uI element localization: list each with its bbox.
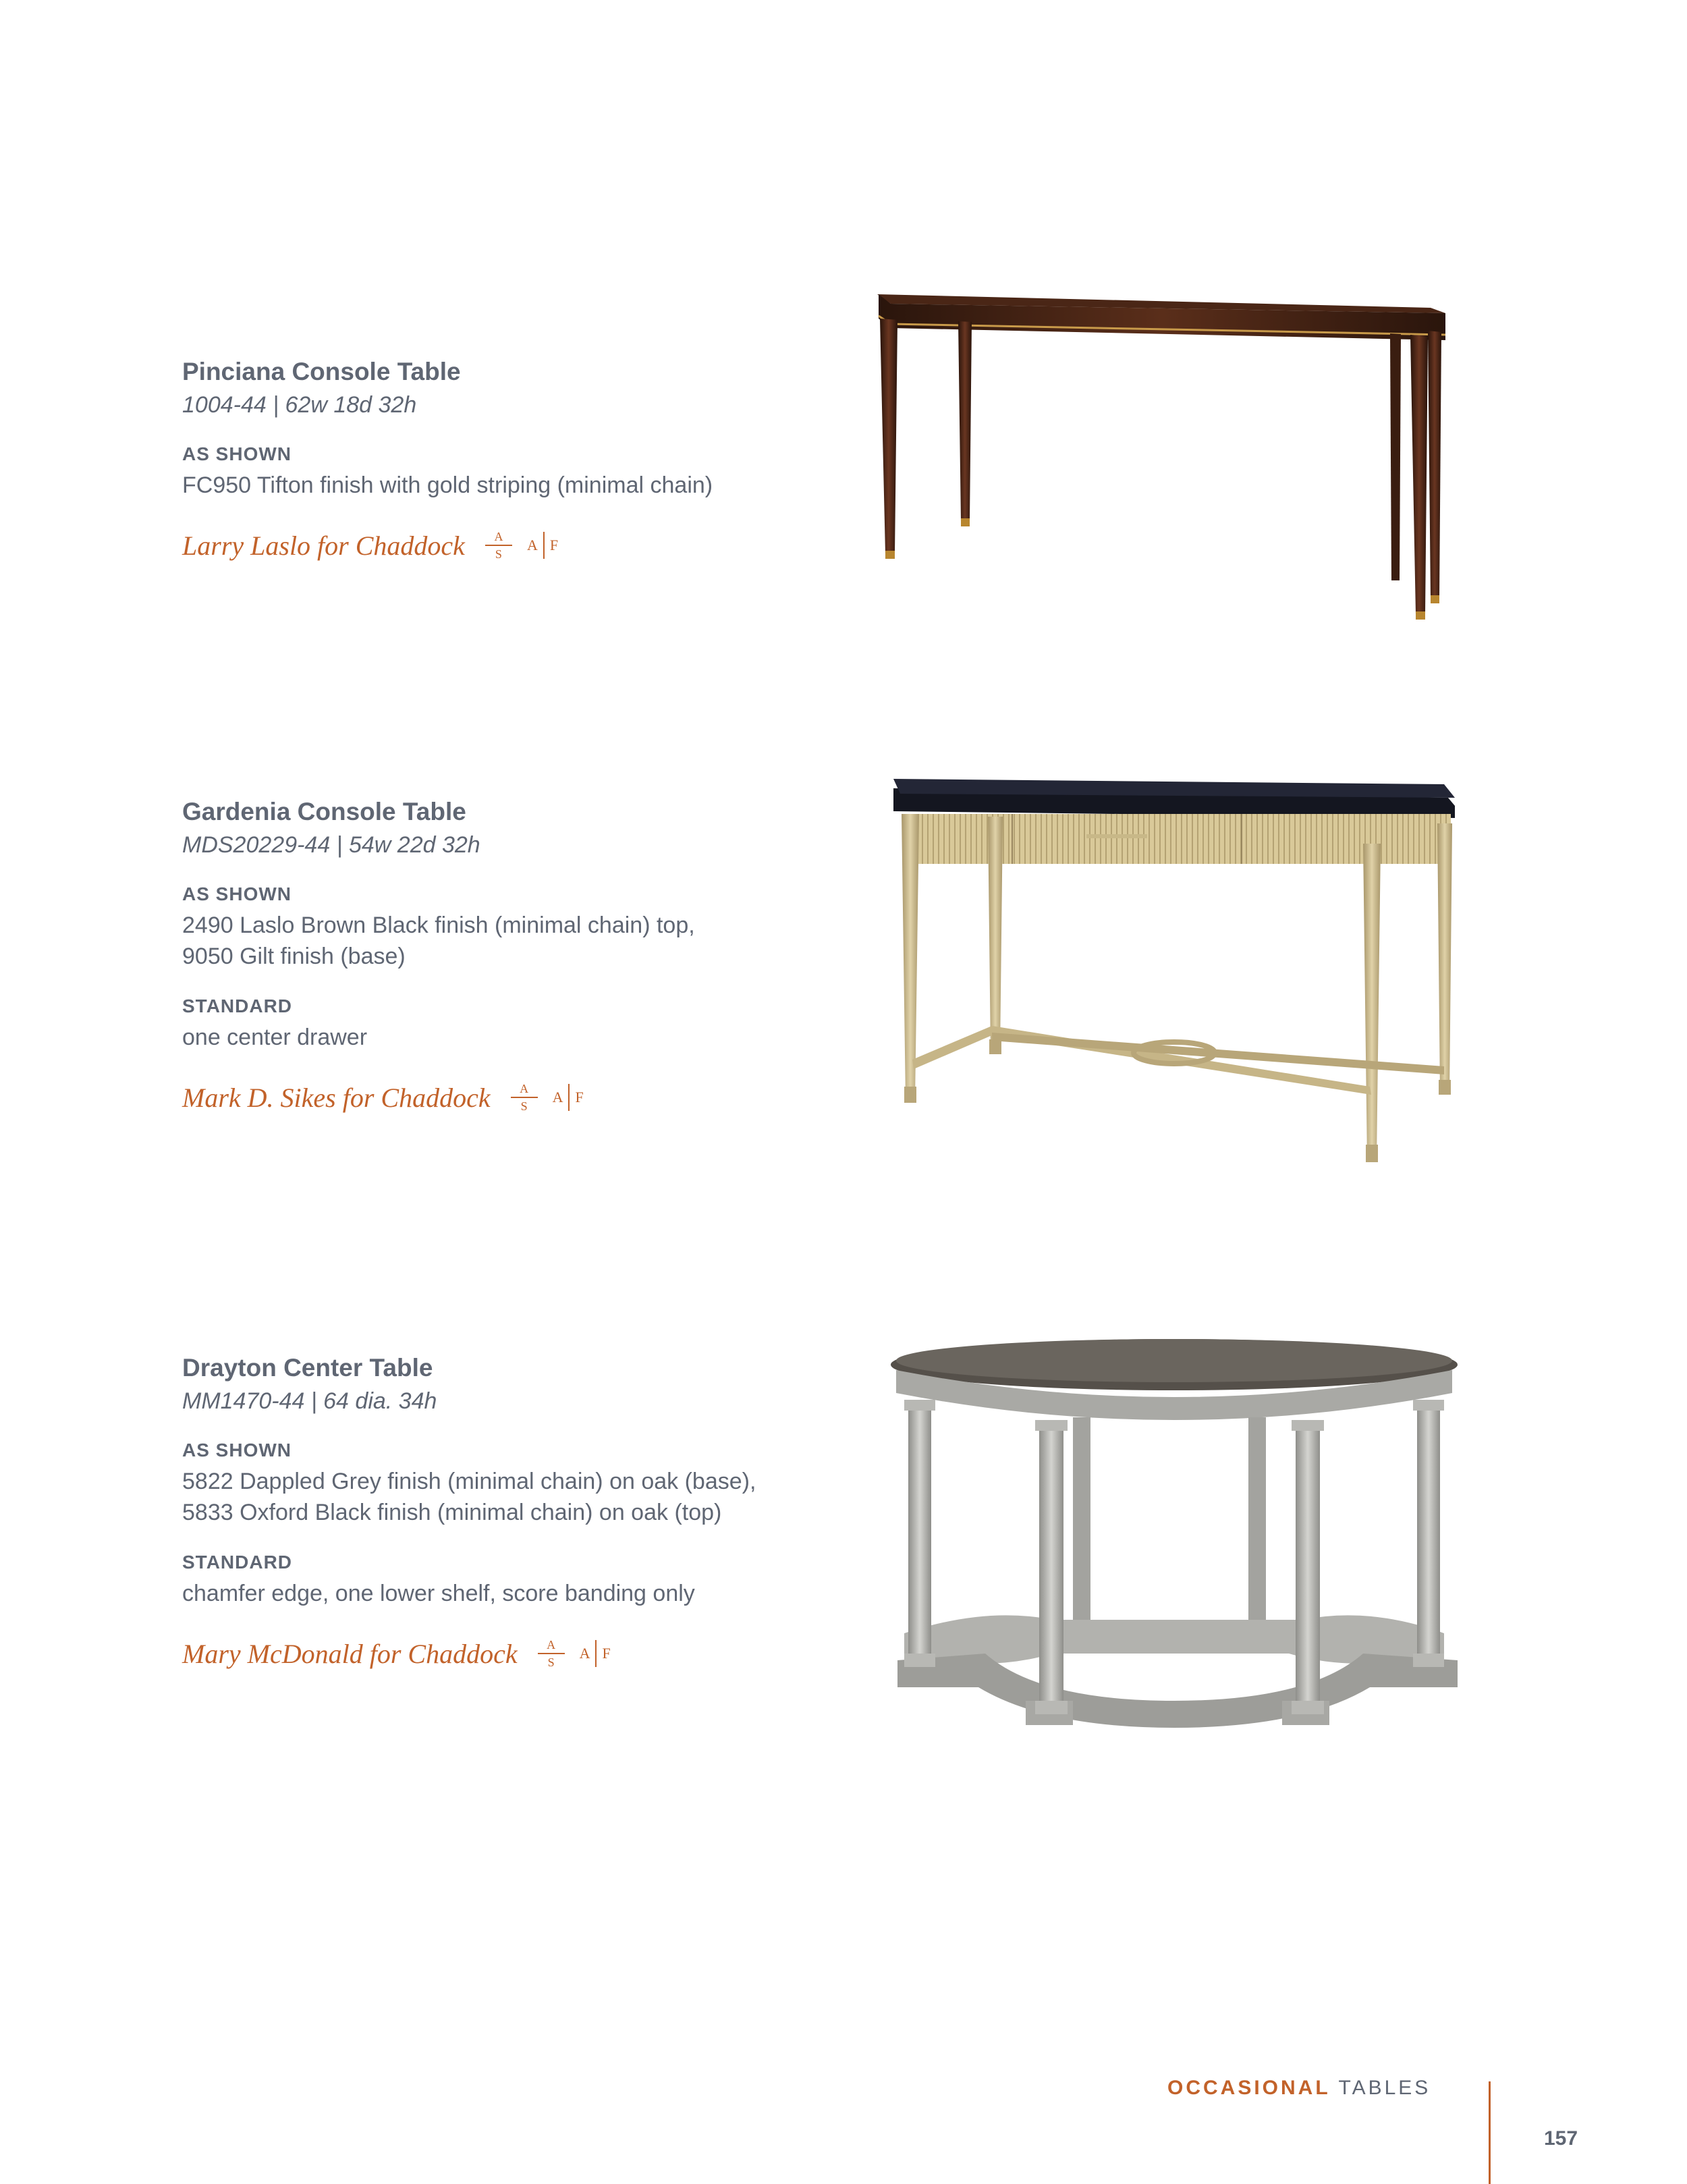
footer-category-accent: OCCASIONAL [1167,2077,1331,2099]
product-drayton [182,1353,870,1674]
product-pinciana [182,356,870,566]
product-gardenia [182,796,870,1118]
designer-credit: Mary McDonald for Chaddock [182,1638,518,1669]
as-shown-label: AS SHOWN [182,443,292,464]
gilt-console-table-image [884,769,1464,1188]
as-shown-text: 5822 Dappled Grey finish (minimal chain) on oak (base), 5833 Oxford Black finish (minimal chain) on oak (top) [182,1469,756,1525]
designer-row [182,525,870,566]
page-number: 157 [1544,2127,1578,2150]
designer-credit: Larry Laslo for Chaddock [182,530,465,561]
designer-row [182,1077,870,1118]
as-shown-text: 2490 Laslo Brown Black finish (minimal chain) top, 9050 Gilt finish (base) [182,912,695,969]
product-spec: MM1470-44 | 64 dia. 34h [182,1388,437,1414]
footer-divider [1489,2081,1491,2184]
asf-mark-icon: $\frac{A}{S}$ A F [485,530,558,561]
product-spec: 1004-44 | 62w 18d 32h [182,392,417,418]
asf-mark-icon: $\frac{A}{S}$ A F [538,1638,611,1669]
as-shown-text: FC950 Tifton finish with gold striping (minimal chain) [182,472,713,498]
product-spec: MDS20229-44 | 54w 22d 32h [182,832,480,858]
as-shown-label: AS SHOWN [182,1440,292,1460]
footer-category [1167,2077,1431,2100]
designer-credit: Mark D. Sikes for Chaddock [182,1082,491,1113]
designer-row [182,1633,870,1674]
grey-round-center-table-image [884,1336,1478,1755]
dark-wood-console-table-image [870,283,1464,688]
product-name: Drayton Center Table [182,1354,433,1382]
standard-text: chamfer edge, one lower shelf, score banding only [182,1581,695,1606]
as-shown-label: AS SHOWN [182,883,292,904]
product-name: Gardenia Console Table [182,798,466,825]
asf-mark-icon: $\frac{A}{S}$ A F [511,1082,584,1113]
footer-category-rest: TABLES [1338,2077,1431,2099]
standard-text: one center drawer [182,1025,368,1050]
product-name: Pinciana Console Table [182,358,461,385]
standard-label: STANDARD [182,995,293,1016]
standard-label: STANDARD [182,1552,293,1573]
